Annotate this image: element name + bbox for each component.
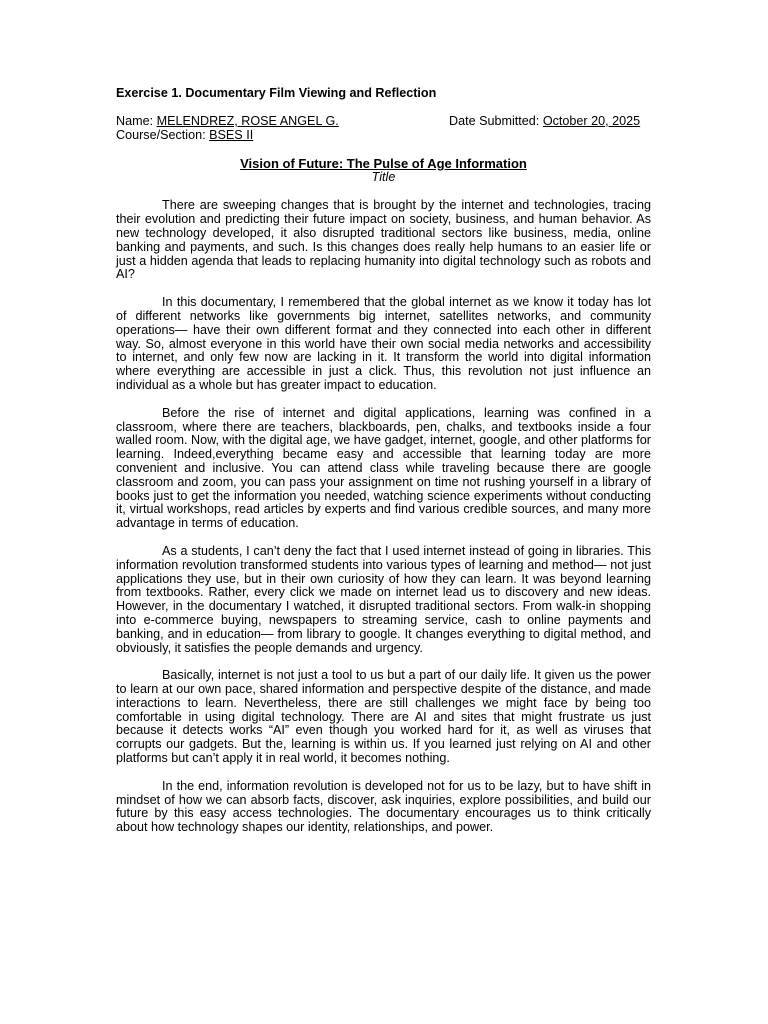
paragraph: Before the rise of internet and digital applications, learning was confined in a classroom, where there are teachers, blackboards, pen, chalks, and textbooks inside a four walled room. Now, with the digital age, we have gadget, internet, google, and other platforms for learning. Indeed,everything became easy and accessible that learning today are more convenient and inclusive. You can attend class while traveling because there are google classroom and zoom, you can pass your assignment on time not rushing yourself in a library of books just to get the information you needed, watching science experiments without conducting it, virtual workshops, read articles by experts and find various credible sources, and many more advantage in terms of education. bbox=[116, 405, 651, 531]
document-title: Vision of Future: The Pulse of Age Information bbox=[240, 155, 527, 171]
date-label: Date Submitted: bbox=[449, 113, 543, 128]
title-block bbox=[116, 157, 651, 185]
body-text bbox=[116, 199, 651, 835]
exercise-heading: Exercise 1. Documentary Film Viewing and Reflection bbox=[116, 86, 437, 100]
paragraph: As a students, I can’t deny the fact that I used internet instead of going in libraries. This information revolution transformed students into various types of learning and method— not just applications they use, but in their own curiosity of how they can learn. It was beyond learning from textbooks. Rather, every click we made on internet lead us to discovery and new ideas. However, in the documentary I watched, it disrupted traditional sectors. From walk-in shopping into e-commerce buying, newspapers to streaming service, cash to online payments and banking, and in education— from library to google. It changes everything to digital method, and obviously, it satisfies the people demands and urgency. bbox=[116, 543, 651, 655]
date-value: October 20, 2025 bbox=[542, 113, 641, 128]
date-field bbox=[449, 115, 640, 129]
paragraph: There are sweeping changes that is brought by the internet and technologies, tracing their evolution and predicting their future impact on society, business, and human behavior. As new technology developed, it also disrupted traditional sectors like business, media, online banking and payments, and such. Is this changes does really help humans to an easier life or just a hidden agenda that leads to replacing humanity into digital technology such as robots and AI? bbox=[116, 198, 651, 282]
paragraph: In the end, information revolution is developed not for us to be lazy, but to have shift in mindset of how we can absorb facts, discover, ask inquiries, explore possibilities, and build our future by this easy access technologies. The documentary encourages us to think critically about how technology shapes our identity, relationships, and power. bbox=[116, 778, 651, 835]
paragraph: In this documentary, I remembered that the global internet as we know it today has lot of different networks like governments big internet, satellites networks, and community operations— have their own different format and they connected into each other in different way. So, almost everyone in this world have their own social media networks and accessibility to internet, and only few now are lacking in it. It transform the world into digital information where everything are accessible in just a click. Thus, this revolution not just influence an individual as a whole but has greater impact to education. bbox=[116, 295, 651, 392]
course-label: Course/Section: bbox=[116, 127, 210, 142]
name-value: MELENDREZ, ROSE ANGEL G. bbox=[156, 113, 339, 128]
name-date-line bbox=[116, 115, 651, 129]
course-line bbox=[116, 129, 651, 143]
document-page bbox=[116, 87, 651, 849]
name-field bbox=[116, 114, 339, 128]
title-caption: Title bbox=[371, 169, 396, 184]
name-label: Name: bbox=[116, 113, 157, 128]
paragraph: Basically, internet is not just a tool to us but a part of our daily life. It given us the power to learn at our own pace, shared information and perspective despite of the distance, and made interactions to learn. Nevertheless, there are still challenges we might face by being too comfortable in using digital technology. There are AI and sites that might frustrate us just because it detects works “AI” even though you worked hard for it, as well as viruses that corrupts our gadgets. But the, learning is within us. If you learned just relying on AI and other platforms but can’t apply it in real world, it becomes nothing. bbox=[116, 668, 651, 766]
course-value: BSES II bbox=[209, 127, 254, 142]
